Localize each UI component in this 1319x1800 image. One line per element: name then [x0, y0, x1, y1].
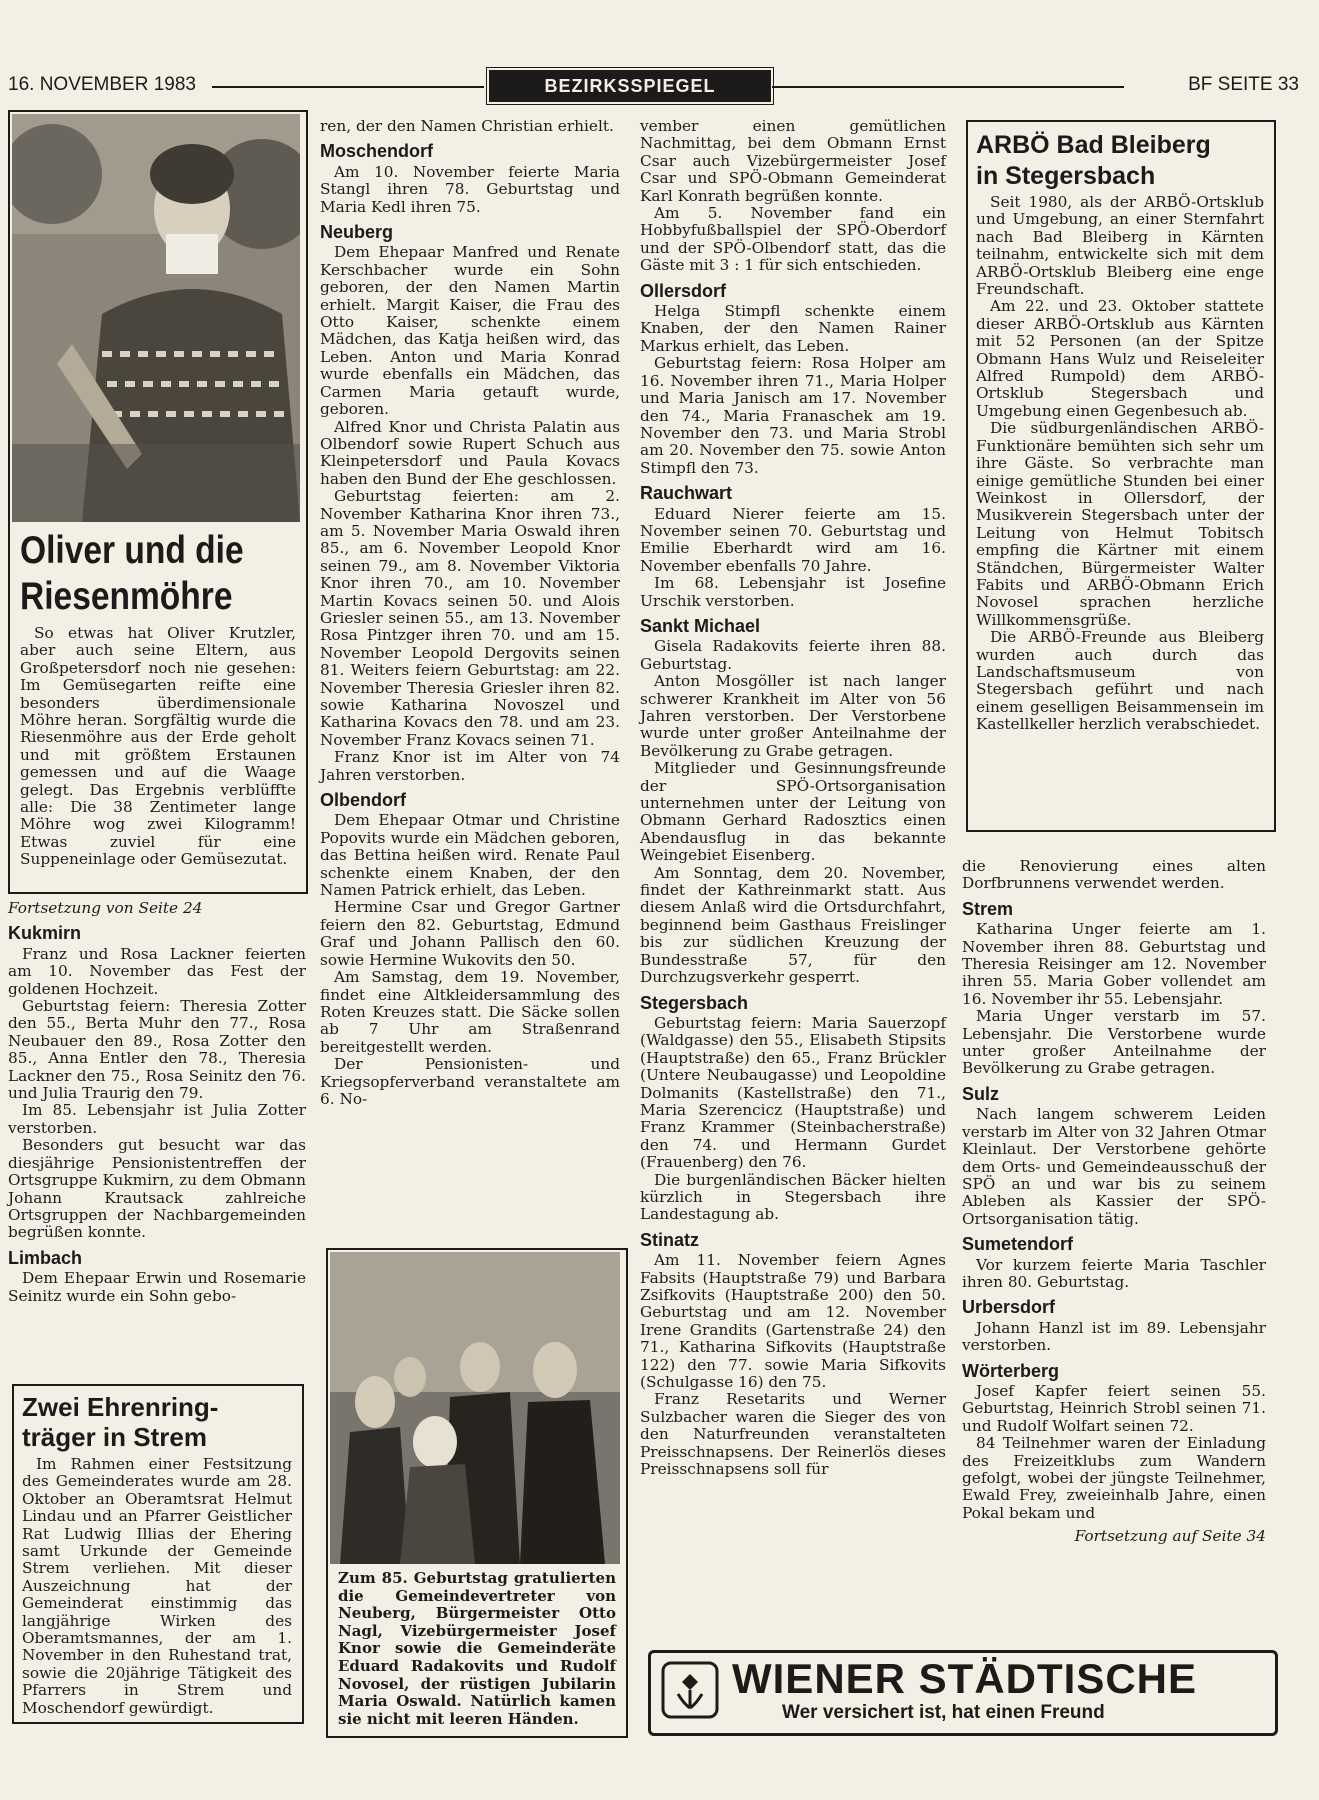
column-2: ren, der den Namen Christian erhielt. Moschendorf Am 10. November feierte Maria Stangl ihren 78. Geburtstag und Maria Kedl ihren 75. Neuberg Dem Ehepaar Manfred und Renate Kerschbacher wurde ein Sohn geboren, der den Namen Martin erhielt. Margit Kaiser, die Frau des Otto Kaiser, schenkte einem Mädchen, das Katja heißen wird, das Leben. Anton und Maria Konrad wurde ebenfalls ein Mädchen, das Carmen Maria getauft wurde, geboren. Alfred Knor und Christa Palatin aus Olbendorf sowie Rupert Schuch aus Kleinpetersdorf und Paula Kovacs haben den Bund der Ehe geschlossen. Geburtstag feierten: am 2. November Katharina Knor ihren 73., am 5. November Maria Oswald ihren 85., am 6. November Leopold Knor seinen 79., am 8. November Viktoria Knor ihren 70., am 10. November Martin Kovacs seinen 50. und Alois Griesler seinen 55., am 13. November Rosa Pintzger ihren 70. und am 15. November Leopold Dergovits seinen 81. Weiters feiern Geburtstag: am 22. November Theresia Griesler ihren 82. sowie Katharina Novoszel und Katharina Kovacs den 78. und am 23. November Franz Kovacs seinen 71. Franz Knor ist im Alter von 74 Jahren verstorben. Olbendorf Dem Ehepaar Otmar und Christine Popovits wurde ein Mädchen geboren, das Bettina heißen wird. Renate Paul schenkte einem Knaben, der den Namen Patrick erhielt, das Leben. Hermine Csar und Gregor Gartner feiern den 82. Geburtstag, Edmund Graf und Johann Pallisch den 60. sowie Hermine Wukovits den 50. Am Samstag, dem 19. November, findet eine Altkleidersammlung des Roten Kreuzes statt. Die Säcke sollen ab 7 Uhr am Straßenrand bereitgestellt werden. Der Pensionisten- und Kriegsopferverband veranstaltete am 6. No- [320, 117, 620, 1108]
header-rule [212, 86, 484, 88]
photo-caption: Zum 85. Geburtstag gratulierten die Gemeindevertreter von Neuberg, Bürgermeister Otto Nagl, Vizebürgermeister Josef Knor sowie die Gemeinderäte Eduard Radakovits und Rudolf Novosel, der rüstigen Jubilarin Maria Oswald. Natürlich kamen sie nicht mit leeren Händen. [338, 1569, 616, 1728]
ad-slogan: Wer versichert ist, hat einen Freund [782, 1702, 1105, 1723]
ad-brand: WIENER STÄDTISCHE [732, 1655, 1198, 1702]
column-4: die Renovierung eines alten Dorfbrunnens verwendet werden. Strem Katharina Unger feierte am 1. November ihren 88. Geburtstag und Theresia Reisinger am 12. November ihren 55. Maria Gober vollendet am 16. November ihr 55. Lebensjahr. Maria Unger verstarb im 57. Lebensjahr. Die Verstorbene wurde unter großer Anteilnahme der Bevölkerung zu Grabe getragen. Sulz Nach langem schwerem Leiden verstarb im Alter von 32 Jahren Otmar Kleinlaut. Der Verstorbene gehörte dem Orts- und Gemeindeausschuß der SPÖ an und war bis zu seinem Ableben als Kassier der SPÖ-Ortsorganisation tätig. Sumetendorf Vor kurzem feierte Maria Taschler ihren 80. Geburtstag. Urbersdorf Johann Hanzl ist im 89. Lebensjahr verstorben. Wörterberg Josef Kapfer feiert seinen 55. Geburtstag, Heinrich Strobl seinen 71. und Rudolf Wolfart seinen 72. 84 Teilnehmer waren der Einladung des Freizeitklubs zum Wandern gefolgt, wobei der jüngste Teilnehmer, Ewald Frey, zweieinhalb Jahre, einen Pokal bekam und Fortsetzung auf Seite 34 [962, 857, 1266, 1546]
column-3: vember einen gemütlichen Nachmittag, bei dem Obmann Ernst Csar auch Vizebürgermeister Josef Csar und SPÖ-Obmann Gemeinderat Karl Konrath begrüßen konnte. Am 5. November fand ein Hobbyfußballspiel der SPÖ-Oberdorf und der SPÖ-Olbendorf statt, das die Gäste mit 3 : 1 für sich entschieden. Ollersdorf Helga Stimpfl schenkte einem Knaben, der den Namen Rainer Markus erhielt, das Leben. Geburtstag feiern: Rosa Holper am 16. November ihren 71., Maria Holper und Maria Janisch am 17. November den 74., Maria Franaschek am 19. November den 73. und Maria Strobl am 20. November den 75. sowie Anton Stimpfl den 73. Rauchwart Eduard Nierer feierte am 15. November seinen 70. Geburtstag und Emilie Eberhardt wird am 16. November ebenfalls 70 Jahre. Im 68. Lebensjahr ist Josefine Urschik verstorben. Sankt Michael Gisela Radakovits feierte ihren 88. Geburtstag. Anton Mosgöller ist nach langer schwerer Krankheit im Alter von 56 Jahren verstorben. Der Verstorbene wurde unter großer Anteilnahme der Bevölkerung zu Grabe getragen. Mitglieder und Gesinnungsfreunde der SPÖ-Ortsorganisation unternehmen unter der Leitung von Obmann Gerhard Radosztics einen Abendausflug in das bekannte Weingebiet Eisenberg. Am Sonntag, dem 20. November, findet der Kathreinmarkt statt. Aus diesem Anlaß wird die Ortsdurchfahrt, beginnend beim Gasthaus Freislinger bis zur südlichen Kreuzung der Bundesstraße 57, für den Durchzugsverkehr gesperrt. Stegersbach Geburtstag feiern: Maria Sauerzopf (Waldgasse) den 55., Elisabeth Stipsits (Hauptstraße) den 65., Franz Brückler (Untere Neubaugasse) und Leopoldine Dolmanits (Kastellstraße) den 71., Maria Szerencicz (Hauptstraße) und Franz Krammer (Steinbacherstraße) den 74. und Hermann Gurdet (Frauenberg) den 76. Die burgenländischen Bäcker hielten kürzlich in Stegersbach ihre Landestagung ab. Stinatz Am 11. November feiern Agnes Fabsits (Hauptstraße 79) und Barbara Zsifkovits (Hauptstraße 200) den 50. Geburtstag und am 12. November Irene Grandits (Gartenstraße 24) den 71., Katharina Sifkovits (Hauptstraße 122) den 77. sowie Maria Sifkovits (Schulgasse 16) den 75. Franz Resetarits und Werner Sulzbacher waren die Sieger des von den Naturfreunden veranstalteten Preisschnapsens. Der Reinerlös dieses Preisschnapsens soll für [640, 117, 946, 1479]
birthday-photo [330, 1252, 620, 1564]
group-photo-image [330, 1252, 620, 1564]
oliver-photo [12, 114, 300, 522]
header-rule [772, 86, 1124, 88]
issue-date: 16. NOVEMBER 1983 [8, 74, 196, 95]
oliver-text: So etwas hat Oliver Krutzler, aber auch seine Eltern, aus Großpetersdorf noch nie gesehen: Im Gemüsegarten reifte eine besonders überdimensionale Möhre heran. Sorgfältig wurde die Riesenmöhre aus der Erde geholt und mit größtem Erstaunen gemessen und auf die Waage gelegt. Das Ergebnis verblüffte alle: Die 38 Zentimeter lange Möhre wog zwei Kilogramm! Etwas zuviel für eine Suppeneinlage oder Gemüsezutat. [20, 624, 296, 869]
ehrenring-headline: Zwei Ehrenring- träger in Strem [22, 1392, 219, 1452]
tulip-logo-icon [660, 1660, 720, 1720]
column-1: Fortsetzung von Seite 24 Kukmirn Franz und Rosa Lackner feierten am 10. November das Fest der goldenen Hochzeit. Geburtstag feiern: Theresia Zotter den 55., Berta Muhr den 77., Rosa Neubauer den 89., Rosa Zotter den 85., Anna Entler den 78., Theresia Lackner den 75., Rosa Seinitz den 76. und Julia Traurig den 79. Im 85. Lebensjahr ist Julia Zotter verstorben. Besonders gut besucht war das diesjährige Pensionistentreffen der Ortsgruppe Kukmirn, zu dem Obmann Johann Krautsack zahlreiche Ortsgruppen der Nachbargemeinden begrüßen konnte. Limbach Dem Ehepaar Erwin und Rosemarie Seinitz wurde ein Sohn gebo- [8, 899, 306, 1305]
arboe-headline: ARBÖ Bad Bleiberg in Stegersbach [976, 131, 1211, 190]
oliver-headline: Oliver und die Riesenmöhre [20, 529, 244, 618]
ehrenring-text: Im Rahmen einer Festsitzung des Gemeinderates wurde am 28. Oktober an Oberamtsrat Helmut Lindau und an Pfarrer Geistlicher Rat Ludwig Illias der Ehering samt Urkunde der Gemeinde Strem verliehen. Mit dieser Auszeichnung hat der Gemeinderat einstimmig das langjährige Wirken des Oberamtsmannes, der am 1. November in den Ruhestand trat, sowie die 20jährige Tätigkeit des Pfarrers in Strem und Moschendorf gewürdigt. [22, 1455, 292, 1717]
arboe-text: Seit 1980, als der ARBÖ-Ortsklub und Umgebung, an einer Sternfahrt nach Bad Bleiberg in Kärnten teilnahm, entwickelte sich mit dem ARBÖ-Ortsklub Bleiberg eine enge Freundschaft. Am 22. und 23. Oktober stattete dieser ARBÖ-Ortsklub aus Kärnten mit 52 Personen (an der Spitze Obmann Hans Wulz und Reiseleiter Alfred Rumpold) dem ARBÖ-Ortsklub Stegersbach und Umgebung einen Gegenbesuch ab. Die südburgenländischen ARBÖ-Funktionäre bemühten sich sehr um ihre Gäste. So verbrachte man einige gemütliche Stunden bei einer Weinkost in Ollersdorf, der Musikverein Stegersbach unter der Leitung von Helmut Tobitsch empfing die Kärtner mit einem Ständchen, Bürgermeister Walter Fabits und ARBÖ-Obmann Erich Novosel sprachen herzliche Willkommensgrüße. Die ARBÖ-Freunde aus Bleiberg wurden auch durch das Landschaftsmuseum von Stegersbach geführt und nach einem geselligen Beisammensein im Kastellkeller herzlich verabschiedet. [976, 193, 1264, 734]
section-badge: BEZIRKSSPIEGEL [489, 70, 771, 102]
boy-with-carrot-image [12, 114, 300, 522]
page-number: BF SEITE 33 [1188, 74, 1299, 95]
